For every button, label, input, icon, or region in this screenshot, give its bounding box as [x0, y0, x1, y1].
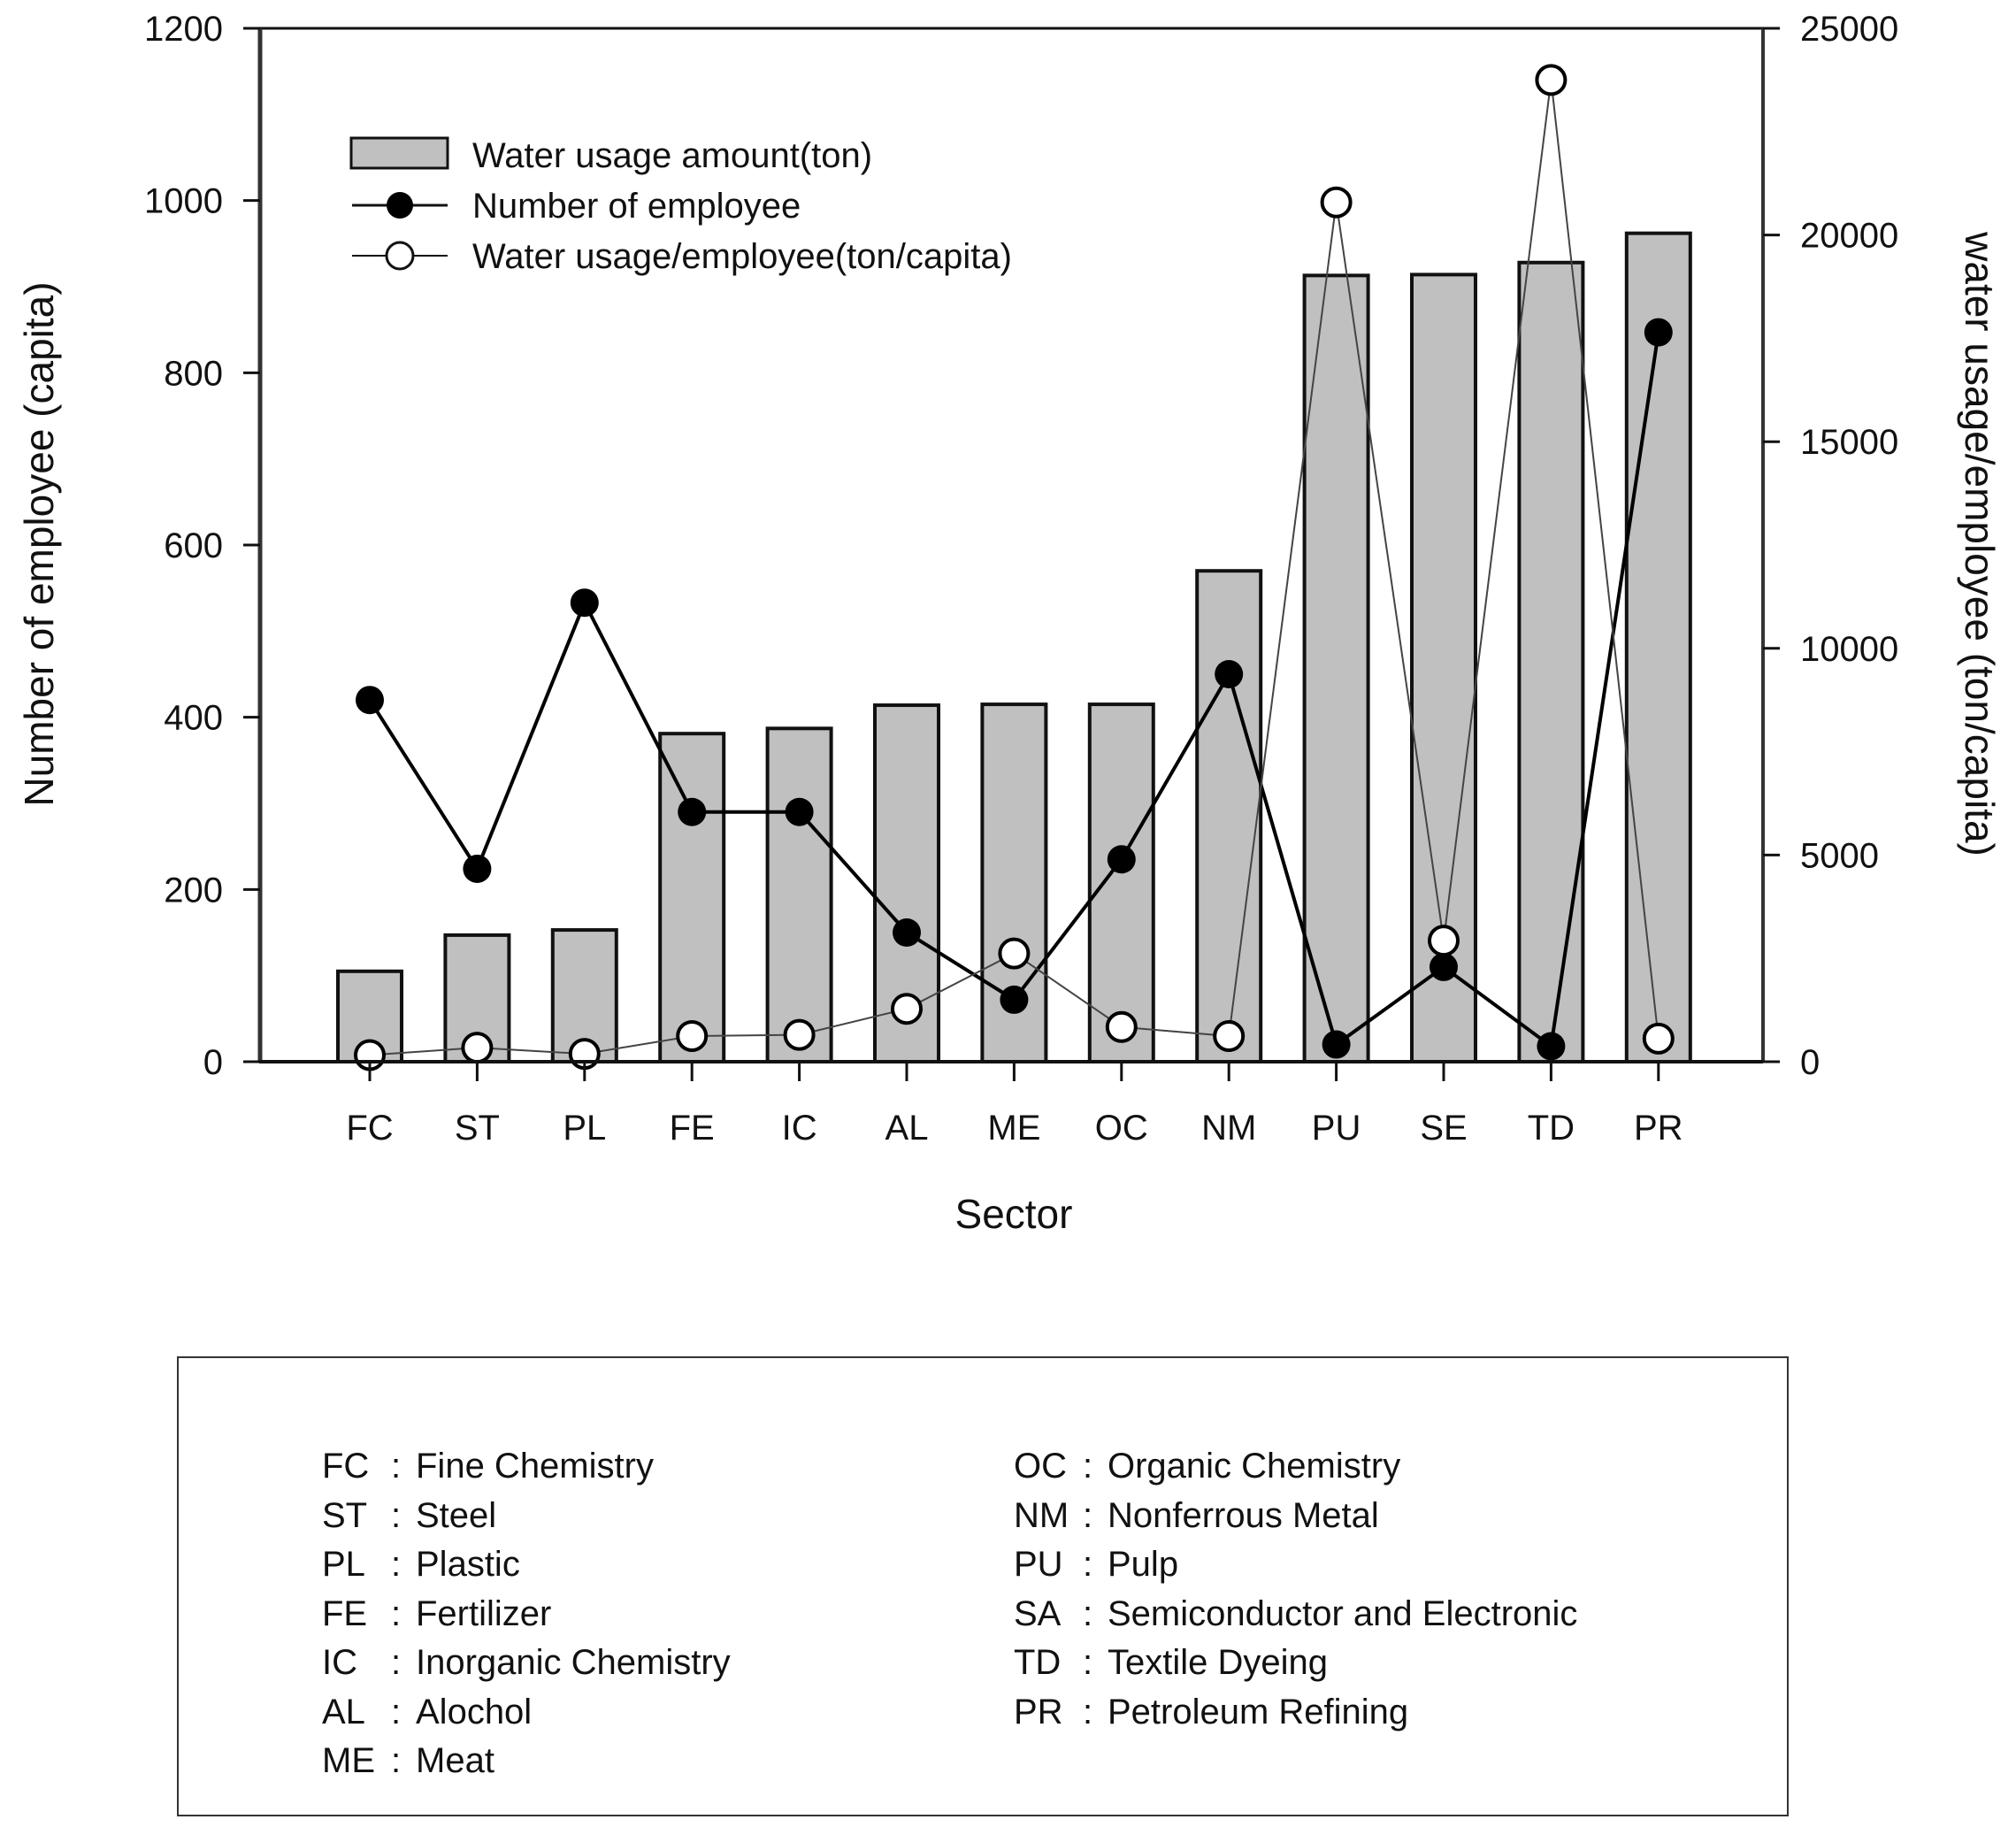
legend-label-employee: Number of employee	[472, 187, 801, 226]
abbreviation-name: Inorganic Chemistry	[416, 1643, 731, 1682]
employee-marker-AL	[893, 918, 921, 947]
x-tick-label-SE: SE	[1420, 1109, 1468, 1148]
left-tick-label: 400	[164, 698, 223, 738]
left-tick-label: 1000	[144, 181, 223, 221]
abbreviation-code: NM	[1014, 1495, 1069, 1535]
ratio-marker-ST	[463, 1033, 491, 1062]
employee-marker-IC	[786, 798, 814, 826]
abbreviation-code: PU	[1014, 1545, 1063, 1584]
abbreviation-key-box	[177, 1356, 1789, 1816]
ratio-marker-PU	[1322, 188, 1351, 217]
bar-PU	[1305, 275, 1368, 1062]
abbreviation-code: PR	[1014, 1692, 1063, 1731]
abbreviation-separator: :	[1083, 1643, 1093, 1682]
ratio-marker-NM	[1215, 1022, 1243, 1050]
x-tick-label-PR: PR	[1634, 1109, 1683, 1148]
abbreviation-entry-OC	[1014, 1442, 1577, 1492]
employee-marker-TD	[1537, 1032, 1565, 1060]
abbreviation-name: Petroleum Refining	[1108, 1692, 1409, 1731]
right-tick-label: 25000	[1800, 10, 1899, 49]
abbreviation-entry-FE	[322, 1590, 731, 1639]
legend-label-water-usage: Water usage amount(ton)	[472, 136, 873, 175]
left-axis-title: Number of employee (capita)	[16, 281, 62, 807]
abbreviation-separator: :	[391, 1593, 402, 1633]
x-tick-label-NM: NM	[1201, 1109, 1257, 1148]
left-tick-label: 200	[164, 871, 223, 910]
abbreviation-code: FE	[322, 1593, 368, 1633]
x-tick-label-IC: IC	[781, 1109, 817, 1148]
abbreviation-separator: :	[391, 1741, 402, 1780]
abbreviation-name: Meat	[416, 1741, 494, 1780]
x-axis-ticks	[346, 1062, 1683, 1148]
employee-marker-PL	[571, 588, 599, 617]
abbreviation-column-left	[322, 1442, 731, 1786]
right-tick-label: 15000	[1800, 423, 1899, 463]
abbreviation-code: FC	[322, 1447, 370, 1486]
bar-NM	[1197, 571, 1261, 1062]
left-tick-label: 800	[164, 354, 223, 394]
x-tick-label-OC: OC	[1094, 1109, 1148, 1148]
left-tick-label: 600	[164, 526, 223, 565]
bar-FE	[660, 733, 724, 1062]
abbreviation-entry-NM	[1014, 1492, 1577, 1541]
abbreviation-entry-FC	[322, 1442, 731, 1492]
abbreviation-column-right	[1014, 1442, 1577, 1737]
abbreviation-entry-ST	[322, 1492, 731, 1541]
abbreviation-separator: :	[391, 1692, 402, 1731]
employee-marker-ME	[1000, 986, 1028, 1014]
x-tick-label-FE: FE	[669, 1109, 715, 1148]
abbreviation-name: Alochol	[416, 1692, 533, 1731]
abbreviation-name: Nonferrous Metal	[1108, 1495, 1379, 1535]
x-tick-label-FC: FC	[346, 1109, 394, 1148]
left-tick-label: 0	[203, 1043, 223, 1082]
abbreviation-name: Textile Dyeing	[1108, 1643, 1329, 1682]
abbreviation-entry-PL	[322, 1540, 731, 1590]
abbreviation-entry-PR	[1014, 1688, 1577, 1738]
abbreviation-separator: :	[1083, 1545, 1093, 1584]
x-tick-label-PL: PL	[563, 1109, 607, 1148]
legend-open-circle-icon	[387, 242, 413, 269]
abbreviation-entry-IC	[322, 1639, 731, 1688]
abbreviation-entry-PU	[1014, 1540, 1577, 1590]
legend-filled-circle-icon	[387, 192, 413, 219]
ratio-marker-OC	[1108, 1013, 1136, 1041]
bar-OC	[1090, 704, 1154, 1062]
x-tick-label-TD: TD	[1527, 1109, 1575, 1148]
abbreviation-name: Fertilizer	[416, 1593, 552, 1633]
employee-marker-ST	[463, 855, 491, 883]
abbreviation-name: Pulp	[1108, 1545, 1179, 1584]
x-axis-title: Sector	[954, 1191, 1073, 1237]
bar-PR	[1627, 234, 1690, 1062]
abbreviation-code: ME	[322, 1741, 375, 1780]
right-tick-label: 10000	[1800, 629, 1899, 669]
abbreviation-separator: :	[391, 1545, 402, 1584]
employee-marker-PR	[1644, 319, 1673, 347]
legend-bar-swatch-icon	[351, 138, 448, 168]
employee-marker-SE	[1430, 953, 1458, 981]
bar-IC	[768, 728, 832, 1062]
ratio-marker-SE	[1430, 926, 1458, 955]
abbreviation-code: ST	[322, 1495, 368, 1535]
abbreviation-code: AL	[322, 1692, 365, 1731]
abbreviation-code: TD	[1014, 1643, 1062, 1682]
x-tick-label-ST: ST	[454, 1109, 500, 1148]
abbreviation-separator: :	[1083, 1495, 1093, 1535]
x-tick-label-AL: AL	[885, 1109, 929, 1148]
right-axis-ticks	[1763, 10, 1898, 1082]
employee-marker-PU	[1322, 1031, 1351, 1059]
abbreviation-entry-AL	[322, 1688, 731, 1738]
abbreviation-name: Steel	[416, 1495, 497, 1535]
abbreviation-name: Fine Chemistry	[416, 1447, 654, 1486]
abbreviation-code: PL	[322, 1545, 365, 1584]
ratio-marker-TD	[1537, 65, 1565, 94]
water-usage-bars	[338, 234, 1690, 1062]
employee-marker-FC	[356, 686, 384, 714]
left-tick-label: 1200	[144, 10, 223, 49]
legend	[351, 136, 1012, 276]
right-tick-label: 5000	[1800, 836, 1879, 876]
ratio-marker-ME	[1000, 940, 1028, 968]
abbreviation-separator: :	[391, 1447, 402, 1486]
ratio-marker-IC	[786, 1021, 814, 1049]
right-tick-label: 20000	[1800, 216, 1899, 256]
abbreviation-separator: :	[391, 1495, 402, 1535]
abbreviation-code: OC	[1014, 1447, 1067, 1486]
x-tick-label-PU: PU	[1311, 1109, 1361, 1148]
abbreviation-name: Semiconductor and Electronic	[1108, 1593, 1578, 1633]
abbreviation-entry-SA	[1014, 1590, 1577, 1639]
abbreviation-entry-TD	[1014, 1639, 1577, 1688]
legend-label-water-per-employee: Water usage/employee(ton/capita)	[472, 237, 1012, 276]
employee-marker-OC	[1108, 845, 1136, 873]
abbreviation-separator: :	[1083, 1692, 1093, 1731]
left-axis-ticks	[144, 10, 260, 1082]
ratio-marker-FE	[678, 1022, 706, 1050]
x-tick-label-ME: ME	[987, 1109, 1041, 1148]
abbreviation-code: SA	[1014, 1593, 1062, 1633]
ratio-marker-PR	[1644, 1025, 1673, 1053]
employee-marker-FE	[678, 798, 706, 826]
abbreviation-entry-ME	[322, 1737, 731, 1786]
abbreviation-code: IC	[322, 1643, 357, 1682]
bar-TD	[1519, 263, 1583, 1062]
abbreviation-separator: :	[391, 1643, 402, 1682]
abbreviation-separator: :	[1083, 1447, 1093, 1486]
ratio-marker-AL	[893, 994, 921, 1023]
right-tick-label: 0	[1800, 1043, 1821, 1082]
abbreviation-name: Plastic	[416, 1545, 520, 1584]
abbreviation-name: Organic Chemistry	[1108, 1447, 1401, 1486]
right-axis-title: water usage/employee (ton/capita)	[1957, 232, 2003, 856]
employee-marker-NM	[1215, 660, 1243, 688]
abbreviation-separator: :	[1083, 1593, 1093, 1633]
